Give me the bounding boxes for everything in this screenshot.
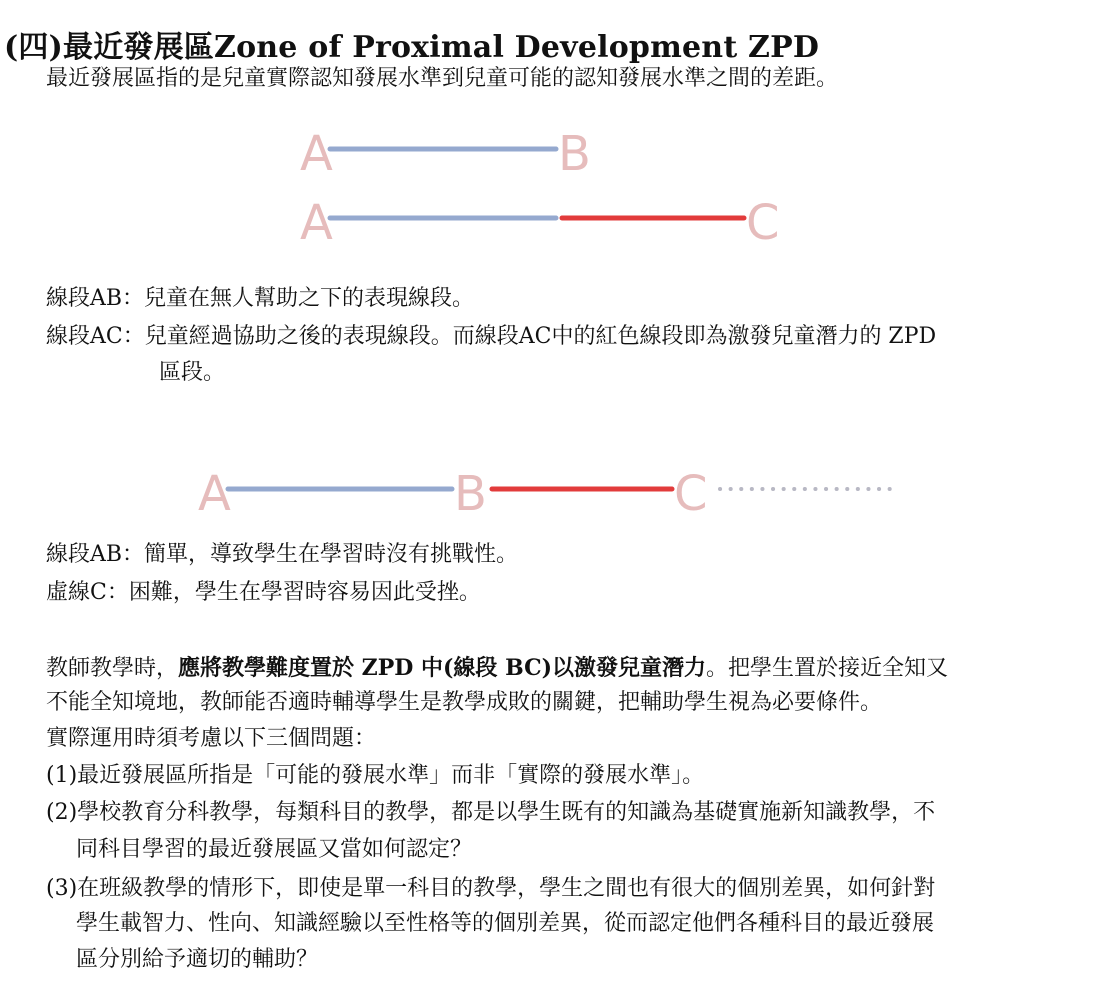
label-b-top: B <box>558 126 591 182</box>
teaching-paragraph-line3: 實際運用時須考慮以下三個問題： <box>46 726 377 751</box>
question-2-line2: 同科目學習的最近發展區又當如何認定？ <box>76 837 473 862</box>
question-3-line1: (3)在班級教學的情形下，即使是單一科目的教學，學生之間也有很大的個別差異，如何針對 <box>46 876 936 901</box>
definition-ab: 線段AB：兒童在無人幫助之下的表現線段。 <box>46 286 475 311</box>
label-c: C <box>746 195 780 251</box>
label-c-diagram2: C <box>674 466 708 522</box>
teaching-key-point: 應將教學難度置於 ZPD 中(線段 BC)以激發兒童潛力 <box>178 655 707 681</box>
question-3-line2: 學生載智力、性向、知識經驗以至性格等的個別差異，從而認定他們各種科目的最近發展 <box>76 911 935 936</box>
teaching-suffix: 。把學生置於接近全知又 <box>706 656 949 681</box>
page-title: (四)最近發展區Zone of Proximal Development ZPD <box>4 30 820 65</box>
question-3-line3: 區分別給予適切的輔助？ <box>76 947 319 972</box>
explanation-c: 虛線C：困難，學生在學習時容易因此受挫。 <box>46 580 481 605</box>
definition-ac-continued: 區段。 <box>159 360 226 385</box>
question-2-line1: (2)學校教育分科教學，每類科目的教學，都是以學生既有的知識為基礎實施新知識教學，不 <box>46 800 936 825</box>
definition-ac: 線段AC：兒童經過協助之後的表現線段。而線段AC中的紅色線段即為激發兒童潛力的 ZPD <box>46 324 937 349</box>
teaching-paragraph-line2: 不能全知境地，教師能否適時輔導學生是教學成敗的關鍵，把輔助學生視為必要條件。 <box>46 690 883 715</box>
label-a-top: A <box>300 126 333 182</box>
intro-text: 最近發展區指的是兒童實際認知發展水準到兒童可能的認知發展水準之間的差距。 <box>46 66 839 91</box>
label-a-bottom: A <box>300 195 333 251</box>
question-1: (1)最近發展區所指是「可能的發展水準」而非「實際的發展水準」。 <box>46 763 705 788</box>
explanation-ab: 線段AB：簡單，導致學生在學習時沒有挑戰性。 <box>46 542 519 567</box>
label-b-diagram2: B <box>454 466 487 522</box>
teaching-paragraph-line1 <box>46 653 948 684</box>
label-a-diagram2: A <box>198 466 231 522</box>
teaching-prefix: 教師教學時， <box>46 656 179 681</box>
